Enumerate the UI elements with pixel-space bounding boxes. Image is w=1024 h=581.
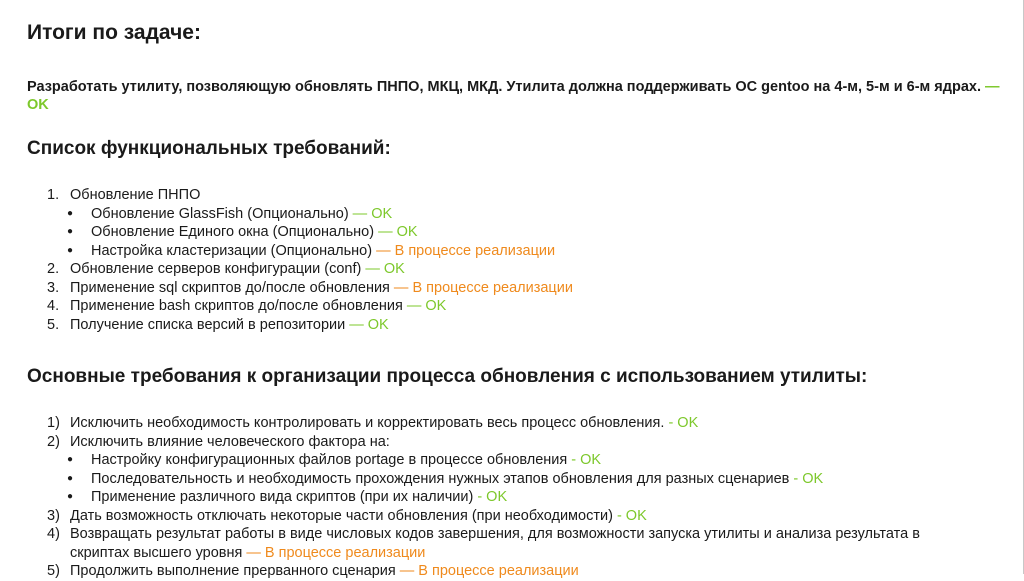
item-number: 3) xyxy=(47,507,60,524)
status-ok: - OK xyxy=(664,415,699,431)
task-description xyxy=(27,78,1007,114)
item-text: Получение списка версий в репозитории xyxy=(70,316,346,333)
status-ok: — OK xyxy=(361,261,405,277)
item-number: 4) xyxy=(47,526,60,542)
item-number: 3. xyxy=(47,279,60,296)
item-number: 2. xyxy=(47,261,60,277)
item-content xyxy=(91,470,823,489)
item-content xyxy=(70,525,920,544)
item-text: Исключить влияние человеческого фактора на: xyxy=(70,433,390,450)
bullet-icon: ● xyxy=(67,207,74,219)
item-text: Последовательность и необходимость прохождения нужных этапов обновления для разных сценариев xyxy=(91,470,790,487)
item-content xyxy=(91,451,601,470)
item-content xyxy=(91,223,418,242)
status-ok: — OK xyxy=(374,224,418,240)
functional-heading: Список функциональных требований: xyxy=(27,138,391,159)
status-ok: - OK xyxy=(473,489,508,505)
item-number: 1. xyxy=(47,187,60,203)
status-ok: — OK xyxy=(345,316,389,333)
item-content xyxy=(70,433,390,452)
status-in-progress: — В процессе реализации xyxy=(395,563,579,579)
item-content xyxy=(70,414,698,433)
item-text: Обновление Единого окна (Опционально) xyxy=(91,224,375,240)
status-ok: - OK xyxy=(612,507,647,524)
status-ok: - OK xyxy=(567,452,602,468)
item-number: 4. xyxy=(47,298,60,314)
item-text: Исключить необходимость контролировать и корректировать весь процесс обновления. xyxy=(70,415,665,431)
status-ok: - OK xyxy=(789,470,824,487)
item-text: Возвращать результат работы в виде числовых кодов завершения, для возможности запуска утилиты и анализа результата в xyxy=(70,526,920,542)
item-text: Настройка кластеризации (Опционально) xyxy=(91,242,373,259)
item-text: Применение bash скриптов до/после обновления xyxy=(70,298,403,314)
item-content xyxy=(70,544,425,563)
item-content xyxy=(91,205,392,224)
status-ok: — OK xyxy=(348,205,393,222)
bullet-icon: ● xyxy=(67,226,74,237)
item-text: Настройку конфигурационных файлов portage в процессе обновления xyxy=(91,452,568,468)
item-text: Продолжить выполнение прерванного сценария xyxy=(70,563,396,579)
item-content xyxy=(91,488,507,507)
item-number: 1) xyxy=(47,415,60,431)
bullet-icon: ● xyxy=(67,244,74,256)
item-content xyxy=(70,316,389,335)
item-number: 2) xyxy=(47,433,60,450)
item-content xyxy=(70,186,200,205)
bullet-icon: ● xyxy=(67,472,74,484)
status-ok: — OK xyxy=(402,298,447,314)
status-in-progress: — В процессе реализации xyxy=(242,544,426,561)
item-content xyxy=(70,260,405,279)
bullet-icon: ● xyxy=(67,491,74,502)
item-text: Применение sql скриптов до/после обновления xyxy=(70,279,390,296)
item-content xyxy=(70,562,579,581)
item-text: Дать возможность отключать некоторые части обновления (при необходимости) xyxy=(70,507,613,524)
item-text: Применение различного вида скриптов (при их наличии) xyxy=(91,489,474,505)
task-status: — OK xyxy=(27,79,1000,113)
status-in-progress: — В процессе реализации xyxy=(389,279,573,296)
item-number: 5. xyxy=(47,316,60,333)
item-text: Обновление серверов конфигурации (conf) xyxy=(70,261,362,277)
item-content xyxy=(70,297,446,316)
status-in-progress: — В процессе реализации xyxy=(372,242,556,259)
item-content xyxy=(70,507,647,526)
item-content xyxy=(70,279,573,298)
bullet-icon: ● xyxy=(67,454,74,465)
item-text: Обновление ПНПО xyxy=(70,187,201,203)
item-text: Обновление GlassFish (Опционально) xyxy=(91,205,349,222)
item-content xyxy=(91,242,555,261)
item-text: скриптах высшего уровня xyxy=(70,544,243,561)
item-number: 5) xyxy=(47,563,60,579)
organizational-heading: Основные требования к организации процесса обновления с использованием утилиты: xyxy=(27,366,868,387)
task-text: Разработать утилиту, позволяющую обновлять ПНПО, МКЦ, МКД. Утилита должна поддерживать ОС gentoo на 4-м, 5-м и 6-м ядрах. xyxy=(27,79,981,95)
page-title: Итоги по задаче: xyxy=(27,21,201,44)
